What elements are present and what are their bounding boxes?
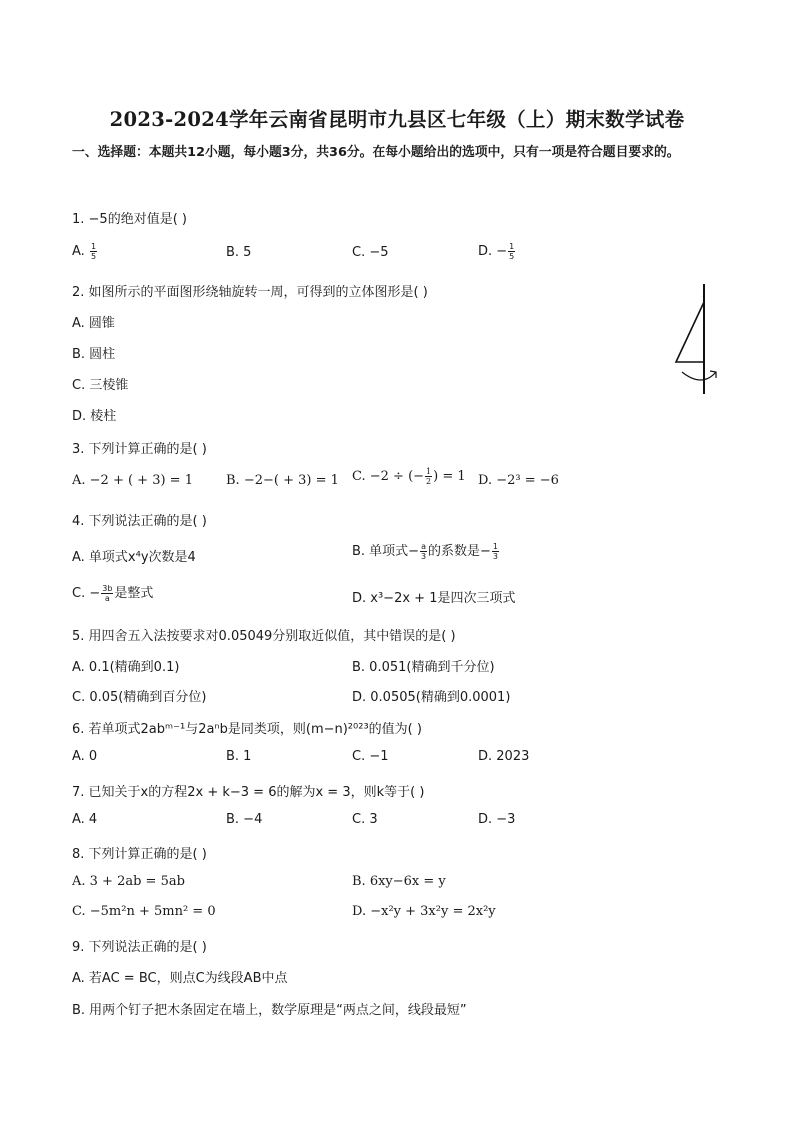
question-1-option-a	[72, 242, 98, 261]
question-6-option-c: C. −1	[352, 749, 389, 764]
question-5-stem: 5. 用四舍五入法按要求对0.05049分别取近似值，其中错误的是( )	[72, 629, 456, 644]
fraction	[425, 467, 432, 486]
question-2-option-b: B. 圆柱	[72, 347, 116, 362]
question-7-option-a: A. 4	[72, 812, 98, 827]
question-3-option-c	[352, 467, 466, 486]
question-3-option-d: D. −2³ = −6	[478, 473, 559, 488]
question-3-option-a: A. −2 + ( + 3) = 1	[72, 473, 193, 488]
option-text: 是整式	[114, 586, 154, 601]
question-5-option-b: B. 0.051(精确到千分位)	[352, 660, 495, 675]
question-7-option-c: C. 3	[352, 812, 378, 827]
exam-title: 2023-2024学年云南省昆明市九县区七年级（上）期末数学试卷	[109, 108, 685, 131]
rotation-figure	[668, 284, 724, 396]
numerator: 1	[426, 467, 432, 476]
question-5-option-c: C. 0.05(精确到百分位)	[72, 690, 207, 705]
question-3-stem: 3. 下列计算正确的是( )	[72, 442, 207, 457]
option-text: C. −2 ÷ (−	[352, 469, 425, 484]
question-3-option-b: B. −2−( + 3) = 1	[226, 473, 339, 488]
fraction	[101, 584, 113, 603]
question-4-option-b	[352, 540, 500, 561]
question-9-option-b: B. 用两个钉子把木条固定在墙上，数学原理是“两点之间，线段最短”	[72, 1003, 467, 1018]
question-7-option-b: B. −4	[226, 812, 263, 827]
question-8-option-c: C. −5m²n + 5mn² = 0	[72, 904, 216, 919]
question-2-option-d: D. 棱柱	[72, 409, 117, 424]
question-1-option-c: C. −5	[352, 245, 389, 260]
fraction	[508, 242, 515, 261]
question-4-option-a: A. 单项式x⁴y次数是4	[72, 550, 196, 565]
triangle-shape	[676, 302, 704, 362]
option-label: A.	[72, 244, 89, 259]
question-8-stem: 8. 下列计算正确的是( )	[72, 847, 207, 862]
question-6-stem: 6. 若单项式2abᵐ⁻¹与2aⁿb是同类项，则(m−n)²⁰²³的值为( )	[72, 722, 422, 737]
question-8-option-d: D. −x²y + 3x²y = 2x²y	[352, 904, 496, 919]
option-text: B. 单项式−	[352, 544, 420, 559]
option-text: 的系数是−	[427, 544, 491, 559]
rotation-arrow	[682, 372, 716, 380]
numerator: a	[421, 542, 426, 551]
question-4-stem: 4. 下列说法正确的是( )	[72, 514, 207, 529]
question-1-option-b: B. 5	[226, 245, 252, 260]
numerator: 1	[509, 242, 515, 251]
numerator: 3b	[102, 584, 113, 593]
question-1-option-d	[478, 242, 516, 261]
question-2-stem: 2. 如图所示的平面图形绕轴旋转一周，可得到的立体图形是( )	[72, 285, 428, 300]
numerator: 1	[492, 542, 498, 551]
question-2-option-a: A. 圆锥	[72, 316, 115, 331]
question-6-option-d: D. 2023	[478, 749, 530, 764]
question-4-option-c	[72, 582, 153, 603]
fraction	[420, 542, 427, 561]
fraction	[492, 542, 499, 561]
question-6-option-b: B. 1	[226, 749, 252, 764]
denominator: 5	[509, 252, 515, 261]
question-5-option-d: D. 0.0505(精确到0.0001)	[352, 690, 511, 705]
question-2-option-c: C. 三棱锥	[72, 378, 129, 393]
option-text: ) = 1	[433, 469, 466, 484]
section-heading: 一、选择题：本题共12小题，每小题3分，共36分。在每小题给出的选项中，只有一项是符合题目要求的。	[72, 145, 680, 160]
option-text: C. −	[72, 586, 101, 601]
question-7-stem: 7. 已知关于x的方程2x + k−3 = 6的解为x = 3，则k等于( )	[72, 785, 425, 800]
denominator: 5	[90, 252, 97, 261]
numerator: 1	[90, 242, 97, 251]
question-6-option-a: A. 0	[72, 749, 98, 764]
question-8-option-a: A. 3 + 2ab = 5ab	[72, 874, 185, 889]
question-1-stem: 1. −5的绝对值是( )	[72, 212, 187, 227]
question-9-option-a: A. 若AC = BC，则点C为线段AB中点	[72, 971, 288, 986]
question-8-option-b: B. 6xy−6x = y	[352, 874, 446, 889]
denominator: 3	[492, 552, 498, 561]
question-7-option-d: D. −3	[478, 812, 516, 827]
question-4-option-d: D. x³−2x + 1是四次三项式	[352, 591, 516, 606]
denominator: 3	[420, 552, 427, 561]
question-5-option-a: A. 0.1(精确到0.1)	[72, 660, 180, 675]
option-label: D. −	[478, 244, 508, 259]
denominator: a	[104, 594, 110, 603]
fraction	[90, 242, 97, 261]
denominator: 2	[426, 477, 432, 486]
question-9-stem: 9. 下列说法正确的是( )	[72, 940, 207, 955]
